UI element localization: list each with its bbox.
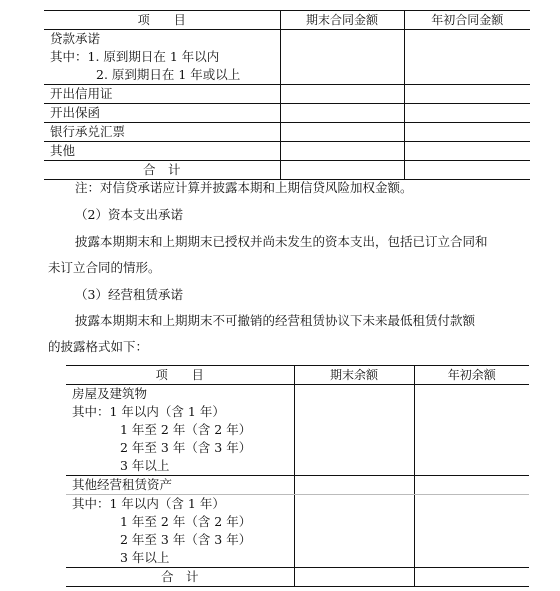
cell-empty [414,495,529,568]
cell-empty [280,85,404,104]
cell-empty [414,385,529,476]
row-label-total: 合 计 [44,161,280,180]
other-lease-item-1: 其中：1 年以内（含 1 年） [72,496,225,511]
row-label-other: 其他 [44,142,280,161]
other-lease-item-2: 1 年至 2 年（含 2 年） [120,514,252,529]
row-label-loan: 贷款承诺 [50,31,101,46]
col-header-ending-balance: 期末余额 [294,366,414,385]
buildings-item-1: 其中：1 年以内（含 1 年） [72,404,225,419]
cell-empty [404,161,530,180]
col-header-opening-balance: 年初余额 [414,366,529,385]
row-loan-commitment [44,30,280,85]
buildings-item-3: 2 年至 3 年（含 3 年） [120,440,252,455]
cell-empty [280,30,404,85]
cell-empty [404,30,530,85]
group-title-other-lease: 其他经营租赁资产 [66,476,294,495]
group-title-buildings: 房屋及建筑物 [72,386,148,401]
cell-empty [404,123,530,142]
row-group-buildings [66,385,294,476]
cell-empty [280,104,404,123]
cell-empty [294,568,414,587]
section-heading-capex: （2）资本支出承诺 [75,207,183,222]
row-label-ba: 银行承兑汇票 [44,123,280,142]
col-header-item: 项 目 [44,11,280,30]
cell-empty [294,476,414,495]
cell-empty [404,104,530,123]
cell-empty [414,476,529,495]
cell-empty [294,495,414,568]
cell-empty [414,568,529,587]
cell-empty [294,385,414,476]
cell-empty [280,142,404,161]
paragraph-capex-line2: 未订立合同的情形。 [48,260,161,275]
row-label-lg: 开出保函 [44,104,280,123]
row-label-loan-sub2: 2. 原到期日在 1 年或以上 [96,67,241,82]
operating-lease-table [66,365,529,587]
cell-empty [404,142,530,161]
paragraph-capex-line1: 披露本期期末和上期期末已授权并尚未发生的资本支出，包括已订立合同和 [75,234,488,249]
paragraph-lease-line1: 披露本期期末和上期期末不可撤销的经营租赁协议下未来最低租赁付款额 [75,313,476,328]
paragraph-lease-line2: 的披露格式如下： [48,339,149,354]
col-header-opening-amount: 年初合同金额 [404,11,530,30]
row-label-loan-sub1: 其中：1. 原到期日在 1 年以内 [50,49,220,64]
other-lease-item-3: 2 年至 3 年（含 3 年） [120,532,252,547]
col-header-item: 项 目 [66,366,294,385]
row-group-other-lease [66,495,294,568]
buildings-item-4: 3 年以上 [120,458,170,473]
other-lease-item-4: 3 年以上 [120,550,170,565]
cell-empty [280,123,404,142]
cell-empty [404,85,530,104]
note-text: 注：对信贷承诺应计算并披露本期和上期信贷风险加权金额。 [75,180,413,195]
credit-commitment-table [44,10,530,180]
col-header-ending-amount: 期末合同金额 [280,11,404,30]
section-heading-lease: （3）经营租赁承诺 [75,287,183,302]
buildings-item-2: 1 年至 2 年（含 2 年） [120,422,252,437]
row-label-total: 合 计 [66,568,294,587]
row-label-lc: 开出信用证 [44,85,280,104]
cell-empty [280,161,404,180]
